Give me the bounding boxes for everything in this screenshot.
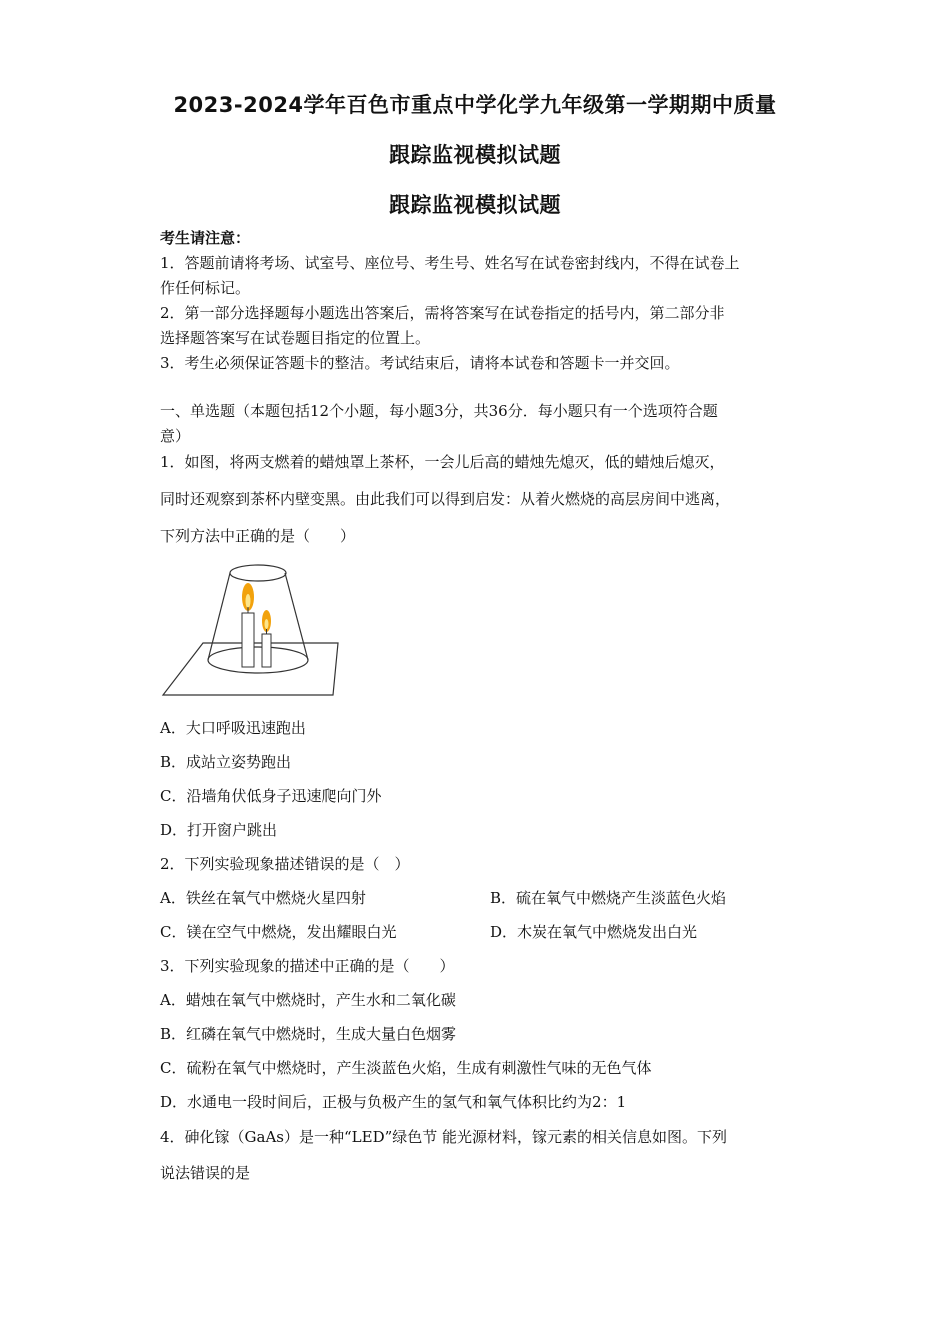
q1-stem-line: 下列方法中正确的是（ ） — [160, 527, 356, 545]
tall-candle — [242, 613, 254, 667]
short-candle-flame-core — [265, 619, 269, 629]
tall-candle-flame-core — [246, 594, 251, 608]
q1-option-b: B．成站立姿势跑出 — [160, 753, 292, 771]
notice-line: 1．答题前请将考场、试室号、座位号、考生号、姓名写在试卷密封线内，不得在试卷上 — [160, 254, 740, 272]
q2-option-a: A．铁丝在氧气中燃烧火星四射 — [160, 889, 366, 907]
q1-option-d: D．打开窗户跳出 — [160, 821, 278, 839]
section-heading: 一、单选题（本题包括12个小题，每小题3分，共36分．每小题只有一个选项符合题 — [160, 402, 718, 420]
cup-top-ellipse — [230, 565, 286, 581]
q2-option-c: C．镁在空气中燃烧，发出耀眼白光 — [160, 923, 397, 941]
q2-option-b: B．硫在氧气中燃烧产生淡蓝色火焰 — [490, 889, 727, 907]
q1-option-a: A．大口呼吸迅速跑出 — [160, 719, 306, 737]
cup-base-ellipse — [208, 647, 308, 673]
cup-wall-left — [208, 573, 230, 660]
notice-line: 作任何标记。 — [160, 279, 251, 297]
short-candle — [262, 634, 271, 667]
notice-line: 2．第一部分选择题每小题选出答案后，需将答案写在试卷指定的括号内，第二部分非 — [160, 304, 725, 322]
notice-line: 选择题答案写在试卷题目指定的位置上。 — [160, 329, 431, 347]
q1-stem-line: 1．如图，将两支燃着的蜡烛罩上茶杯，一会儿后高的蜡烛先熄灭，低的蜡烛后熄灭， — [160, 453, 725, 471]
q4-stem-line: 4．砷化镓（GaAs）是一种“LED”绿色节 能光源材料，镓元素的相关信息如图。下列 — [160, 1128, 728, 1146]
q4-stem-line: 说法错误的是 — [160, 1164, 251, 1182]
q3-option-c: C．硫粉在氧气中燃烧时，产生淡蓝色火焰，生成有刺激性气味的无色气体 — [160, 1059, 652, 1077]
exam-title-line2: 跟踪监视模拟试题 — [389, 143, 561, 167]
section-heading-cont: 意） — [160, 427, 191, 445]
q2-stem: 2．下列实验现象描述错误的是（ ） — [160, 855, 410, 873]
q3-option-b: B．红磷在氧气中燃烧时，生成大量白色烟雾 — [160, 1025, 457, 1043]
exam-title-line3: 跟踪监视模拟试题 — [389, 193, 561, 217]
q3-option-d: D．水通电一段时间后，正极与负极产生的氢气和氧气体积比约为2：1 — [160, 1093, 627, 1111]
q3-option-a: A．蜡烛在氧气中燃烧时，产生水和二氧化碳 — [160, 991, 456, 1009]
notice-heading: 考生请注意： — [160, 229, 251, 247]
q2-option-d: D．木炭在氧气中燃烧发出白光 — [490, 923, 698, 941]
q3-stem: 3．下列实验现象的描述中正确的是（ ） — [160, 957, 455, 975]
exam-title-line1: 2023-2024学年百色市重点中学化学九年级第一学期期中质量 — [173, 93, 777, 117]
candle-cup-figure — [158, 555, 343, 700]
cup-wall-right — [285, 573, 308, 660]
notice-line: 3．考生必须保证答题卡的整洁。考试结束后，请将本试卷和答题卡一并交回。 — [160, 354, 680, 372]
q1-option-c: C．沿墙角伏低身子迅速爬向门外 — [160, 787, 382, 805]
q1-stem-line: 同时还观察到茶杯内壁变黑。由此我们可以得到启发：从着火燃烧的高层房间中逃离， — [160, 490, 731, 508]
